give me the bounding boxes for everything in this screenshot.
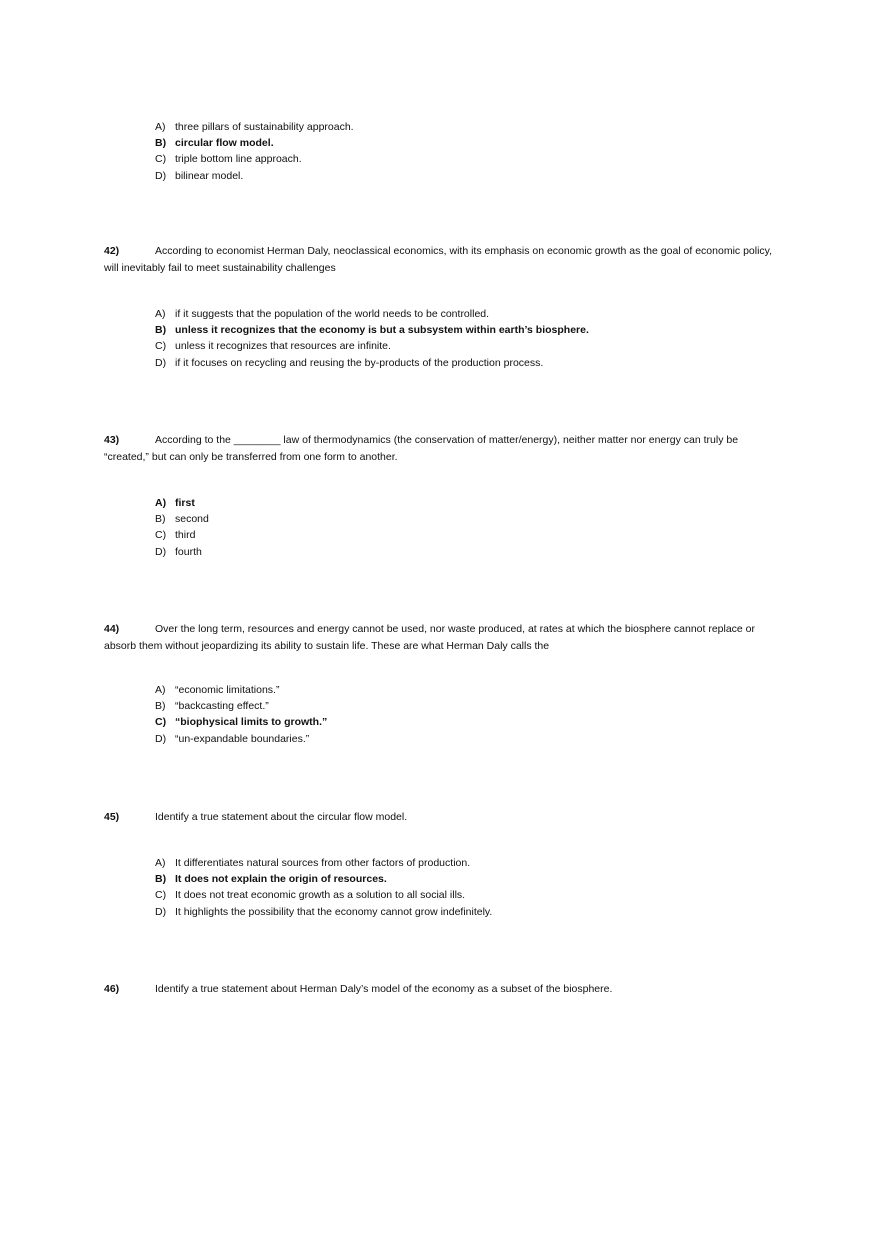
question-number: 46) bbox=[104, 983, 120, 995]
option-d: D) if it focuses on recycling and reusing the by-products of the production process. bbox=[155, 356, 544, 369]
option-b-correct: B) unless it recognizes that the economy is but a subsystem within earth’s biosphere. bbox=[155, 324, 589, 337]
question-46 bbox=[104, 981, 784, 998]
question-text: According to the ________ law of thermodynamics (the conservation of matter/energy), neither matter nor energy can truly be “created,” but can only be transferred from one form to another. bbox=[104, 434, 739, 463]
option-b: B) “backcasting effect.” bbox=[155, 700, 269, 713]
question-42 bbox=[104, 243, 784, 276]
question-45 bbox=[104, 809, 784, 826]
option-c: C) unless it recognizes that resources are infinite. bbox=[155, 340, 391, 353]
option-c: C) third bbox=[155, 529, 196, 542]
question-text: Over the long term, resources and energy cannot be used, nor waste produced, at rates at which the biosphere cannot replace or absorb them without jeopardizing its ability to sustain life. These are what Herman Daly calls the bbox=[104, 623, 756, 652]
question-number: 43) bbox=[104, 434, 120, 446]
option-c: C) triple bottom line approach. bbox=[155, 153, 302, 166]
question-number: 44) bbox=[104, 623, 120, 635]
option-a-correct: A) first bbox=[155, 497, 195, 509]
option-c: C) It does not treat economic growth as a solution to all social ills. bbox=[155, 889, 466, 902]
option-a: A) It differentiates natural sources from other factors of production. bbox=[155, 857, 471, 869]
option-d: D) bilinear model. bbox=[155, 169, 244, 182]
question-text: Identify a true statement about Herman Daly’s model of the economy as a subset of the biosphere. bbox=[155, 983, 613, 995]
option-b-correct: B) circular flow model. bbox=[155, 137, 274, 150]
option-a: A) “economic limitations.” bbox=[155, 684, 280, 696]
option-b: B) second bbox=[155, 513, 209, 526]
option-b-correct: B) It does not explain the origin of resources. bbox=[155, 873, 387, 886]
question-number: 45) bbox=[104, 811, 120, 823]
option-list-42 bbox=[155, 306, 815, 371]
option-a: A) three pillars of sustainability approach. bbox=[155, 121, 354, 133]
question-43 bbox=[104, 432, 784, 465]
option-a: A) if it suggests that the population of the world needs to be controlled. bbox=[155, 308, 490, 320]
option-d: D) It highlights the possibility that the economy cannot grow indefinitely. bbox=[155, 905, 493, 918]
question-44 bbox=[104, 621, 784, 654]
option-list-43 bbox=[155, 495, 815, 560]
option-c-correct: C) “biophysical limits to growth.” bbox=[155, 716, 328, 729]
question-text: Identify a true statement about the circular flow model. bbox=[155, 811, 408, 823]
option-d: D) fourth bbox=[155, 545, 202, 558]
option-list-44 bbox=[155, 682, 815, 747]
option-d: D) “un-expandable boundaries.” bbox=[155, 732, 310, 745]
option-list-45 bbox=[155, 855, 815, 920]
question-number: 42) bbox=[104, 245, 120, 257]
question-text: According to economist Herman Daly, neoclassical economics, with its emphasis on economic growth as the goal of economic policy, will inevitably fail to meet sustainability challenges bbox=[104, 245, 773, 274]
option-list-41 bbox=[155, 119, 815, 184]
